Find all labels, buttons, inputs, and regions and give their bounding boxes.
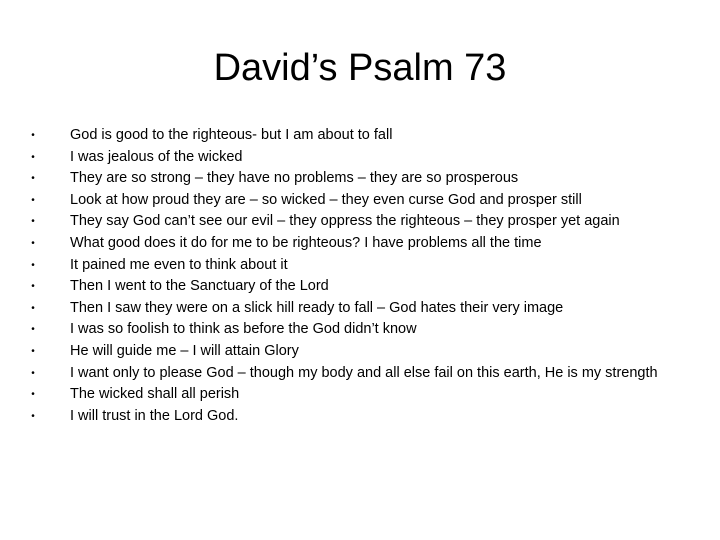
bullet-text: He will guide me – I will attain Glory bbox=[70, 342, 299, 359]
bullet-icon: • bbox=[31, 324, 35, 336]
bullet-item bbox=[28, 342, 688, 360]
bullet-item bbox=[28, 126, 688, 144]
bullet-text: It pained me even to think about it bbox=[70, 256, 288, 273]
bullet-text: They are so strong – they have no problems – they are so prosperous bbox=[70, 170, 519, 187]
bullet-list bbox=[28, 126, 688, 428]
bullet-icon: • bbox=[31, 410, 35, 422]
bullet-item bbox=[28, 169, 688, 187]
bullet-icon: • bbox=[31, 302, 35, 314]
bullet-item bbox=[28, 212, 688, 230]
bullet-item bbox=[28, 148, 688, 166]
bullet-text: What good does it do for me to be righteous? I have problems all the time bbox=[70, 234, 542, 251]
bullet-item bbox=[28, 191, 688, 209]
bullet-text: God is good to the righteous- but I am about to fall bbox=[70, 127, 393, 143]
bullet-icon: • bbox=[31, 216, 35, 228]
bullet-icon: • bbox=[31, 173, 35, 185]
bullet-icon: • bbox=[31, 151, 35, 163]
bullet-item bbox=[28, 320, 688, 338]
bullet-item bbox=[28, 407, 688, 425]
bullet-text: I was so foolish to think as before the God didn’t know bbox=[70, 321, 417, 338]
bullet-icon: • bbox=[31, 259, 35, 271]
bullet-icon: • bbox=[31, 281, 35, 293]
bullet-icon: • bbox=[31, 194, 35, 206]
bullet-text: Look at how proud they are – so wicked – they even curse God and prosper still bbox=[70, 191, 582, 208]
bullet-icon: • bbox=[31, 345, 35, 357]
bullet-text: I want only to please God – though my body and all else fail on this earth, He is my strength bbox=[70, 364, 658, 381]
bullet-item bbox=[28, 385, 688, 403]
bullet-text: They say God can’t see our evil – they oppress the righteous – they prosper yet again bbox=[70, 213, 620, 230]
bullet-icon: • bbox=[31, 389, 35, 401]
bullet-text: I was jealous of the wicked bbox=[70, 148, 243, 165]
bullet-item bbox=[28, 234, 688, 252]
bullet-item bbox=[28, 364, 688, 382]
bullet-text: I will trust in the Lord God. bbox=[70, 407, 239, 424]
bullet-text: Then I went to the Sanctuary of the Lord bbox=[70, 278, 329, 295]
bullet-item bbox=[28, 299, 688, 317]
bullet-text: The wicked shall all perish bbox=[70, 386, 240, 403]
bullet-icon: • bbox=[31, 367, 35, 379]
bullet-text: Then I saw they were on a slick hill ready to fall – God hates their very image bbox=[70, 299, 564, 316]
bullet-icon: • bbox=[31, 237, 35, 249]
bullet-item bbox=[28, 277, 688, 295]
slide-title: David’s Psalm 73 bbox=[213, 47, 507, 89]
bullet-icon: • bbox=[31, 130, 35, 141]
bullet-item bbox=[28, 256, 688, 274]
